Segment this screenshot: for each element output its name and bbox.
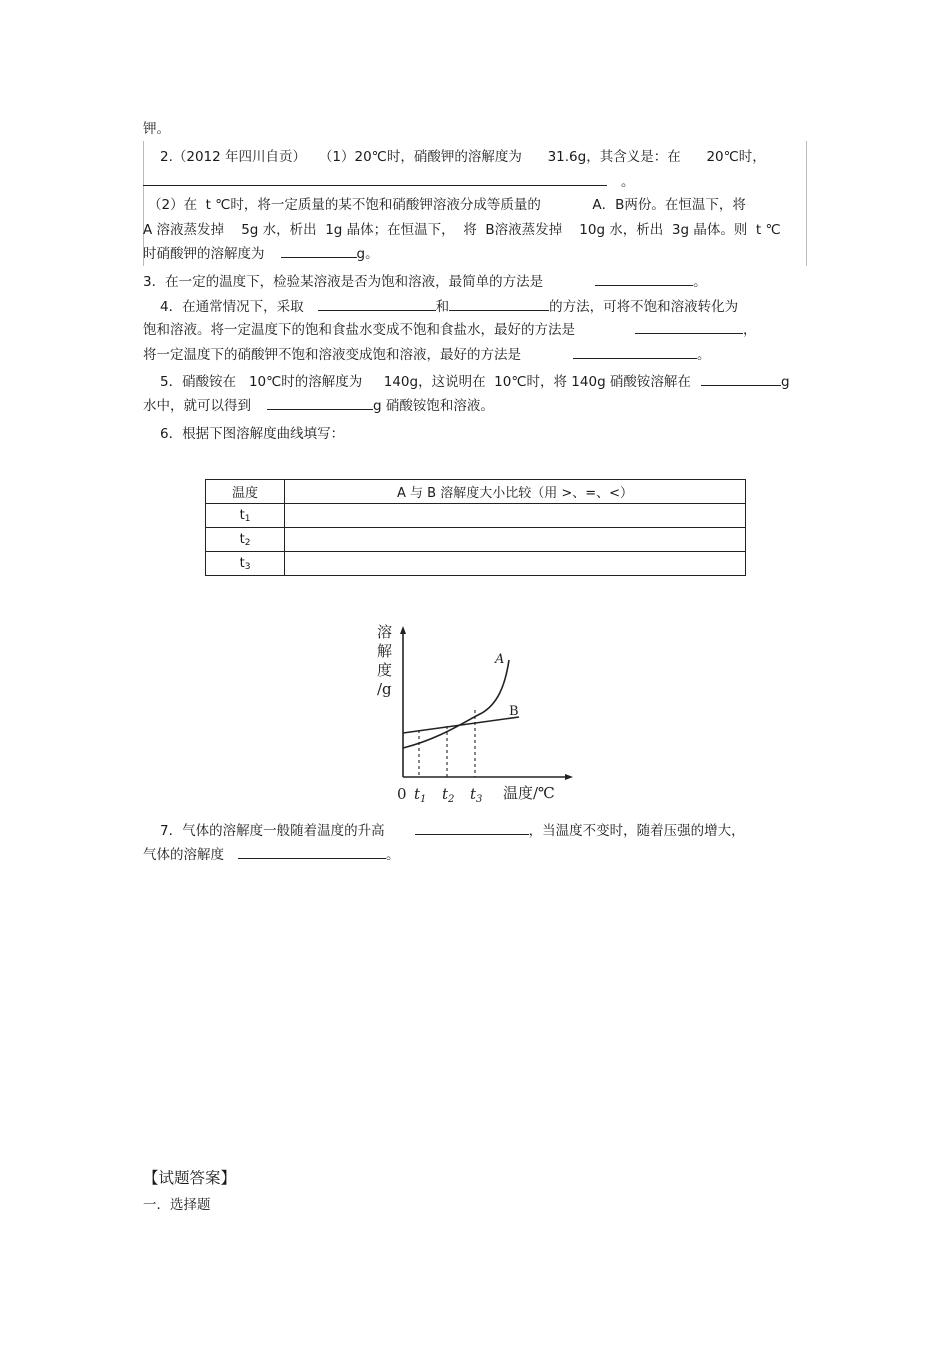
table-row xyxy=(206,528,746,552)
q1-tail-line: 钾。 xyxy=(143,121,170,137)
answer-blank[interactable] xyxy=(238,846,386,859)
answer-blank[interactable] xyxy=(267,397,373,410)
table-row xyxy=(206,504,746,528)
curve-a xyxy=(403,660,509,748)
y-label-char: 度 xyxy=(377,661,393,679)
q7-line-2: 气体的溶解度 。 xyxy=(143,847,400,863)
table-header-comparison: A 与 B 溶解度大小比较（用 >、=、<） xyxy=(285,480,746,504)
row-label: $t_3$ xyxy=(206,552,285,576)
q4-line-2: 饱和溶液。将一定温度下的饱和食盐水变成不饱和食盐水，最好的方法是 ， xyxy=(143,322,757,338)
y-axis-arrow xyxy=(400,626,406,634)
q2-line-1: 2.（2012 年四川自贡） （1）20℃时，硝酸钾的溶解度为 31.6g，其含义是：在 20℃时， xyxy=(160,149,766,165)
row-label: $t_1$ xyxy=(206,504,285,528)
answer-blank[interactable] xyxy=(635,321,743,334)
q5-line-2: 水中，就可以得到 g 硝酸铵饱和溶液。 xyxy=(143,398,494,414)
q4-line-1: 4．在通常情况下，采取 和 的方法，可将不饱和溶液转化为 xyxy=(160,299,739,315)
section-heading: 一．选择题 xyxy=(143,1197,211,1213)
answer-blank[interactable] xyxy=(281,245,357,258)
x-axis-arrow xyxy=(565,774,573,780)
answer-blank[interactable] xyxy=(449,298,549,311)
q3-line: 3．在一定的温度下，检验某溶液是否为饱和溶液，最简单的方法是 。 xyxy=(143,274,707,290)
y-label-char: 溶 xyxy=(377,623,393,641)
table-row xyxy=(206,552,746,576)
q7-line-1: 7．气体的溶解度一般随着温度的升高 ，当温度不变时，随着压强的增大， xyxy=(160,823,745,839)
q5-line-1: 5．硝酸铵在 10℃时的溶解度为 140g，这说明在 10℃时，将 140g 硝酸铵溶解在 g xyxy=(160,374,790,390)
q6-line: 6．根据下图溶解度曲线填写： xyxy=(160,426,345,442)
row-label: $t_2$ xyxy=(206,528,285,552)
box-right-border xyxy=(806,141,807,266)
answer-blank[interactable] xyxy=(143,173,607,186)
comparison-table xyxy=(205,479,746,576)
answer-cell[interactable] xyxy=(285,504,746,528)
curve-b-label: B xyxy=(509,704,519,719)
q2-line-4: A 溶液蒸发掉 5g 水，析出 1g 晶体；在恒温下， 将 B溶液蒸发掉 10g 水，析出 3g 晶体。则 t ℃ xyxy=(143,222,781,238)
tick-label-t3: $t_3$ xyxy=(470,785,483,805)
x-axis-label: 温度/℃ xyxy=(503,784,555,802)
table-header-temperature: 温度 xyxy=(206,480,285,504)
answer-cell[interactable] xyxy=(285,552,746,576)
q2-line-5: 时硝酸钾的溶解度为 g。 xyxy=(143,246,379,262)
table-header-row xyxy=(206,480,746,504)
y-label-char: 解 xyxy=(377,642,393,660)
curve-a-label: A xyxy=(495,652,505,667)
answer-blank[interactable] xyxy=(595,273,693,286)
answer-blank[interactable] xyxy=(415,822,529,835)
answer-cell[interactable] xyxy=(285,528,746,552)
solubility-curve-figure xyxy=(372,620,582,808)
tick-label-t1: $t_1$ xyxy=(414,785,427,805)
q4-line-3: 将一定温度下的硝酸钾不饱和溶液变成饱和溶液，最好的方法是 。 xyxy=(143,347,711,363)
answer-blank[interactable] xyxy=(573,346,697,359)
y-label-char: /g xyxy=(377,680,392,698)
q2-line-3: （2）在 t ℃时，将一定质量的某不饱和硝酸钾溶液分成等质量的 A．B两份。在恒温下，将 xyxy=(148,197,746,213)
origin-label: 0 xyxy=(397,785,407,803)
q2-line-2: 。 xyxy=(143,173,635,191)
answer-section-title: 【试题答案】 xyxy=(143,1169,237,1187)
tick-label-t2: $t_2$ xyxy=(442,785,455,805)
answer-blank[interactable] xyxy=(701,373,781,386)
answer-blank[interactable] xyxy=(318,298,436,311)
